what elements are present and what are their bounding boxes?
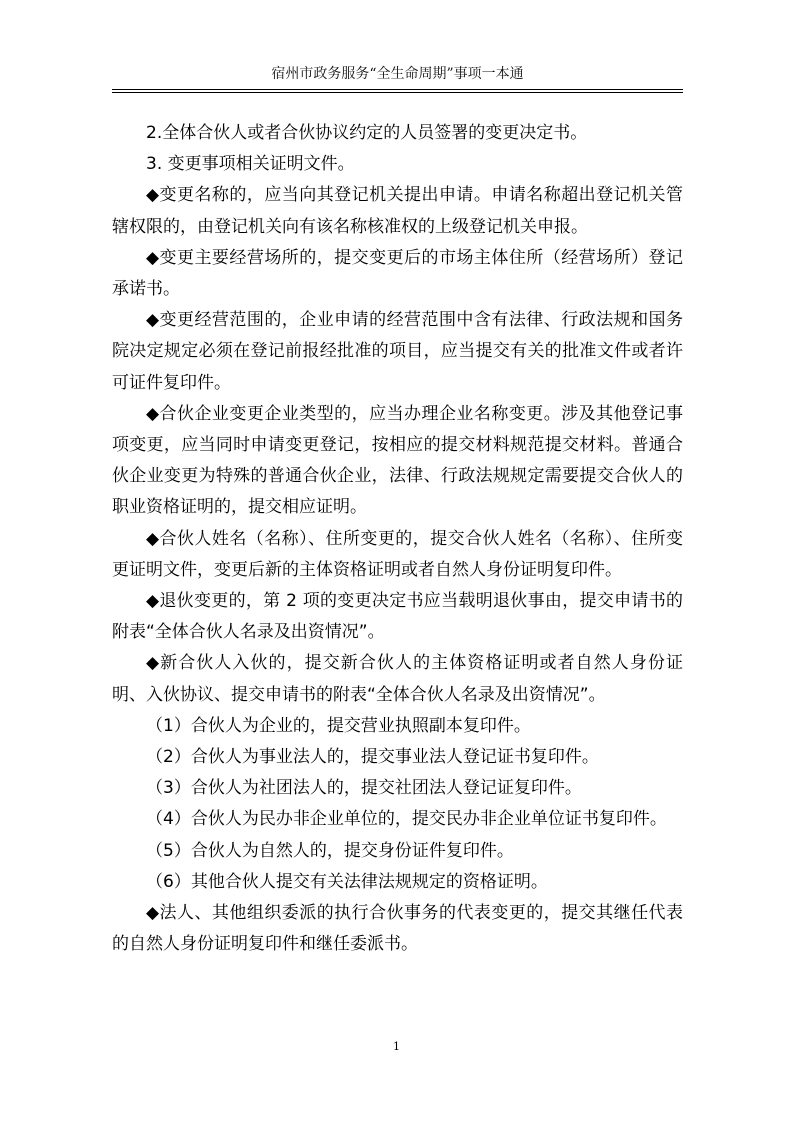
paragraph: ◆合伙企业变更企业类型的，应当办理企业名称变更。涉及其他登记事项变更，应当同时申请变更登记，按相应的提交材料规范提交材料。普通合伙企业变更为特殊的普通合伙企业，法律、行政法规规定需要提交合伙人的职业资格证明的，提交相应证明。 bbox=[112, 403, 683, 518]
paragraph: 3. 变更事项相关证明文件。 bbox=[146, 154, 355, 175]
list-item: （5）合伙人为自然人的，提交身份证件复印件。 bbox=[146, 840, 514, 861]
paragraph: ◆退伙变更的，第 2 项的变更决定书应当载明退伙事由，提交申请书的附表“全体合伙人名录及出资情况”。 bbox=[112, 591, 683, 643]
list-item: （6）其他合伙人提交有关法律法规规定的资格证明。 bbox=[146, 871, 548, 892]
list-item: （4）合伙人为民办非企业单位的，提交民办非企业单位证书复印件。 bbox=[146, 809, 667, 830]
paragraph: ◆合伙人姓名（名称）、住所变更的，提交合伙人姓名（名称）、住所变更证明文件，变更后新的主体资格证明或者自然人身份证明复印件。 bbox=[112, 528, 683, 580]
list-item: （1）合伙人为企业的，提交营业执照副本复印件。 bbox=[146, 715, 531, 736]
list-item: （2）合伙人为事业法人的，提交事业法人登记证书复印件。 bbox=[146, 747, 599, 768]
paragraph: ◆新合伙人入伙的，提交新合伙人的主体资格证明或者自然人身份证明、入伙协议、提交申请书的附表“全体合伙人名录及出资情况”。 bbox=[112, 653, 683, 705]
paragraph: ◆变更名称的，应当向其登记机关提出申请。申请名称超出登记机关管辖权限的，由登记机关向有该名称核准权的上级登记机关申报。 bbox=[112, 185, 683, 237]
document-body bbox=[112, 118, 683, 960]
paragraph: ◆变更主要经营场所的，提交变更后的市场主体住所（经营场所）登记承诺书。 bbox=[112, 247, 683, 300]
page-number: 1 bbox=[393, 1040, 400, 1053]
header-divider bbox=[112, 92, 683, 93]
paragraph: ◆变更经营范围的，企业申请的经营范围中含有法律、行政法规和国务院决定规定必须在登记前报经批准的项目，应当提交有关的批准文件或者许可证件复印件。 bbox=[112, 310, 683, 393]
paragraph: ◆法人、其他组织委派的执行合伙事务的代表变更的，提交其继任代表的自然人身份证明复印件和继任委派书。 bbox=[112, 903, 683, 955]
paragraph: 2.全体合伙人或者合伙协议约定的人员签署的变更决定书。 bbox=[146, 123, 588, 143]
page-header: 宿州市政务服务“全生命周期”事项一本通 bbox=[112, 62, 683, 90]
list-item: （3）合伙人为社团法人的，提交社团法人登记证复印件。 bbox=[146, 778, 582, 799]
